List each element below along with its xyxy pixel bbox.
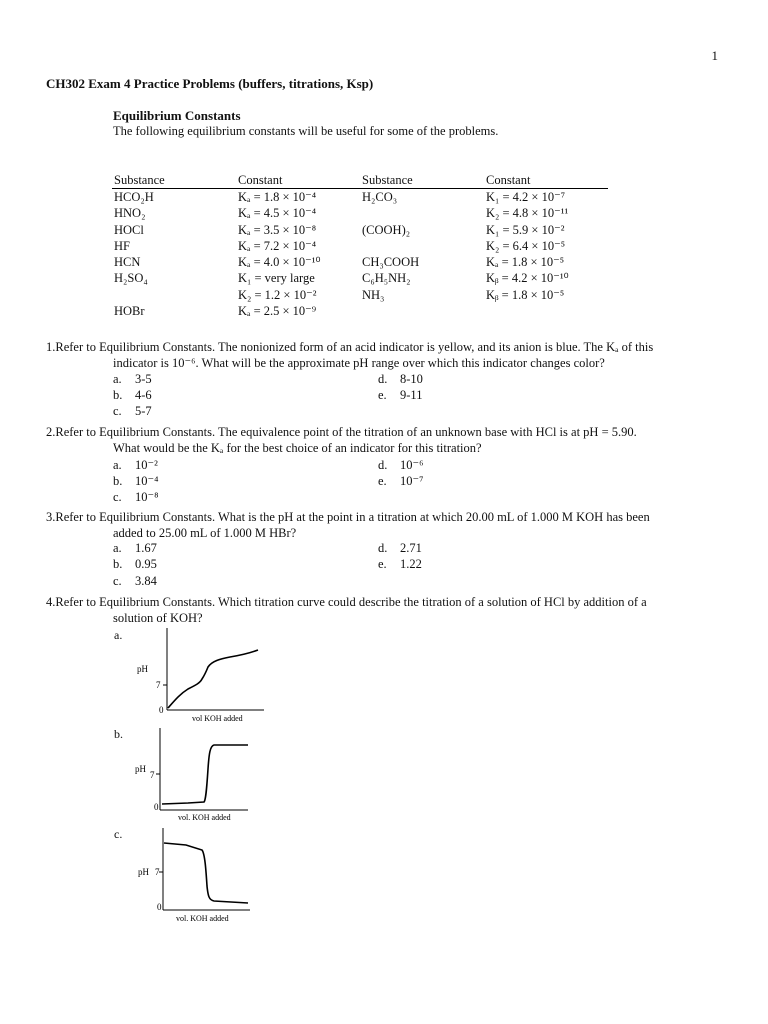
option-text: 5-7 bbox=[135, 404, 152, 418]
option-text: 9-11 bbox=[400, 388, 423, 402]
question-text-cont: solution of KOH? bbox=[113, 611, 203, 625]
table-cell bbox=[360, 238, 484, 254]
table-row bbox=[112, 254, 608, 270]
column-header: Substance bbox=[360, 173, 484, 189]
x-axis-label: vol. KOH added bbox=[176, 914, 229, 923]
equilibrium-constants-table bbox=[112, 173, 608, 319]
option-text: 2.71 bbox=[400, 541, 422, 555]
titration-curve bbox=[168, 650, 258, 708]
titration-curve bbox=[164, 843, 248, 903]
table-cell: K₂ = 4.8 × 10⁻¹¹ bbox=[486, 206, 569, 221]
x-axis-label: vol KOH added bbox=[192, 714, 243, 723]
table-cell bbox=[360, 205, 484, 221]
table-row bbox=[112, 270, 608, 286]
graph-b-letter: b. bbox=[114, 727, 123, 741]
table-cell: HNO₂ bbox=[114, 206, 146, 221]
table-cell: K₂ = 1.2 × 10⁻² bbox=[238, 287, 317, 302]
option-d: d. 10⁻⁶ bbox=[378, 458, 424, 472]
option-c: c. 3.84 bbox=[113, 574, 157, 588]
question-text-cont: What would be the Kₐ for the best choice of an indicator for this titration? bbox=[113, 441, 482, 455]
table-cell bbox=[484, 303, 608, 319]
tick-label-0: 0 bbox=[159, 705, 164, 715]
table-cell: (COOH)₂ bbox=[362, 222, 411, 237]
option-text: 1.22 bbox=[400, 557, 422, 571]
table-cell bbox=[360, 303, 484, 319]
table-cell: C₆H₅NH₂ bbox=[362, 271, 411, 286]
tick-label-7: 7 bbox=[155, 867, 160, 877]
table-cell bbox=[112, 287, 236, 303]
titration-curve bbox=[162, 745, 248, 804]
tick-label-0: 0 bbox=[157, 902, 162, 912]
tick-label-7: 7 bbox=[150, 770, 155, 780]
section-intro: The following equilibrium constants will be useful for some of the problems. bbox=[113, 124, 499, 138]
tick-label-7: 7 bbox=[156, 680, 161, 690]
table-row bbox=[112, 238, 608, 254]
table-cell: H₂SO₄ bbox=[114, 271, 148, 286]
column-header: Substance bbox=[112, 173, 236, 189]
table-cell: HOBr bbox=[114, 304, 145, 319]
tick-label-0: 0 bbox=[154, 802, 159, 812]
option-text: 3.84 bbox=[135, 574, 157, 588]
option-text: 10⁻⁸ bbox=[135, 490, 159, 504]
option-e: e. 9-11 bbox=[378, 388, 423, 402]
section-heading: Equilibrium Constants bbox=[113, 108, 241, 123]
option-text: 10⁻⁷ bbox=[400, 474, 424, 488]
option-b: b. 0.95 bbox=[113, 557, 157, 571]
option-text: 10⁻² bbox=[135, 458, 158, 472]
question-text: 2.Refer to Equilibrium Constants. The equivalence point of the titration of an unknown base with HCl is at pH = 5.90. bbox=[46, 425, 637, 439]
table-cell: K₂ = 6.4 × 10⁻⁵ bbox=[486, 238, 566, 253]
option-d: d. 2.71 bbox=[378, 541, 422, 555]
table-cell: Kₐ = 3.5 × 10⁻⁸ bbox=[238, 222, 317, 237]
table-cell: Kₐ = 7.2 × 10⁻⁴ bbox=[238, 238, 317, 253]
table-cell: Kᵦ = 1.8 × 10⁻⁵ bbox=[486, 287, 565, 302]
question-text-cont: indicator is 10⁻⁶. What will be the approximate pH range over which this indicator changes color? bbox=[113, 356, 605, 370]
table-cell: K₁ = 5.9 × 10⁻² bbox=[486, 222, 565, 237]
graph-a-letter: a. bbox=[114, 628, 123, 642]
column-header: Constant bbox=[236, 173, 360, 189]
table-cell: K₁ = 4.2 × 10⁻⁷ bbox=[486, 190, 566, 204]
question-text: 4.Refer to Equilibrium Constants. Which titration curve could describe the titration of a solution of HCl by addition of a bbox=[46, 595, 647, 609]
y-axis-label: pH bbox=[138, 867, 149, 877]
table-cell: Kₐ = 4.0 × 10⁻¹⁰ bbox=[238, 255, 321, 270]
column-header: Constant bbox=[484, 173, 608, 189]
x-axis-label: vol. KOH added bbox=[178, 813, 231, 822]
table-cell: Kₐ = 2.5 × 10⁻⁹ bbox=[238, 304, 317, 319]
option-e: e. 1.22 bbox=[378, 557, 422, 571]
option-a: a. 10⁻² bbox=[113, 458, 158, 472]
table-cell: Kₐ = 1.8 × 10⁻⁴ bbox=[238, 190, 317, 204]
option-text: 0.95 bbox=[135, 557, 157, 571]
graph-a bbox=[130, 624, 270, 724]
table-row bbox=[112, 303, 608, 319]
option-c: c. 10⁻⁸ bbox=[113, 490, 159, 504]
page-title: CH302 Exam 4 Practice Problems (buffers, titrations, Ksp) bbox=[46, 76, 374, 91]
table-cell: HF bbox=[114, 238, 130, 253]
table-row bbox=[112, 287, 608, 303]
table-cell: H₂CO₃ bbox=[362, 190, 398, 204]
y-axis-label: pH bbox=[135, 764, 146, 774]
table-header-row bbox=[112, 173, 608, 189]
option-e: e. 10⁻⁷ bbox=[378, 474, 424, 488]
option-text: 3-5 bbox=[135, 372, 152, 386]
option-d: d. 8-10 bbox=[378, 372, 423, 386]
table-cell: HCO₂H bbox=[114, 190, 154, 204]
question-2 bbox=[46, 424, 726, 456]
graph-c bbox=[130, 826, 270, 926]
question-text-cont: added to 25.00 mL of 1.000 M HBr? bbox=[113, 526, 297, 540]
table-cell: HOCl bbox=[114, 222, 144, 237]
table-cell: Kᵦ = 4.2 × 10⁻¹⁰ bbox=[486, 271, 569, 286]
graph-b bbox=[130, 724, 270, 824]
question-3 bbox=[46, 509, 726, 541]
question-1 bbox=[46, 339, 726, 371]
option-text: 10⁻⁴ bbox=[135, 474, 159, 488]
table-cell: K₁ = very large bbox=[238, 271, 315, 286]
option-b: b. 10⁻⁴ bbox=[113, 474, 159, 488]
graph-c-letter: c. bbox=[114, 827, 123, 841]
question-4 bbox=[46, 594, 726, 626]
question-text: 3.Refer to Equilibrium Constants. What is the pH at the point in a titration at which 20.00 mL of 1.000 M KOH has been bbox=[46, 510, 650, 524]
y-axis-label: pH bbox=[137, 664, 148, 674]
option-text: 10⁻⁶ bbox=[400, 458, 424, 472]
table-row bbox=[112, 189, 608, 206]
option-text: 4-6 bbox=[135, 388, 152, 402]
option-a: a. 3-5 bbox=[113, 372, 152, 386]
table-row bbox=[112, 205, 608, 221]
table-cell: NH₃ bbox=[362, 287, 385, 302]
table-cell: CH₃COOH bbox=[362, 255, 420, 270]
question-text: 1.Refer to Equilibrium Constants. The nonionized form of an acid indicator is yellow, and its anion is blue. The Kₐ of this bbox=[46, 340, 654, 354]
table-cell: Kₐ = 1.8 × 10⁻⁵ bbox=[486, 255, 565, 270]
page-number: 1 bbox=[711, 48, 718, 63]
table-cell: Kₐ = 4.5 × 10⁻⁴ bbox=[238, 206, 317, 221]
option-a: a. 1.67 bbox=[113, 541, 157, 555]
option-c: c. 5-7 bbox=[113, 404, 152, 418]
table-row bbox=[112, 222, 608, 238]
option-text: 8-10 bbox=[400, 372, 423, 386]
option-b: b. 4-6 bbox=[113, 388, 152, 402]
option-text: 1.67 bbox=[135, 541, 157, 555]
table-cell: HCN bbox=[114, 255, 141, 270]
